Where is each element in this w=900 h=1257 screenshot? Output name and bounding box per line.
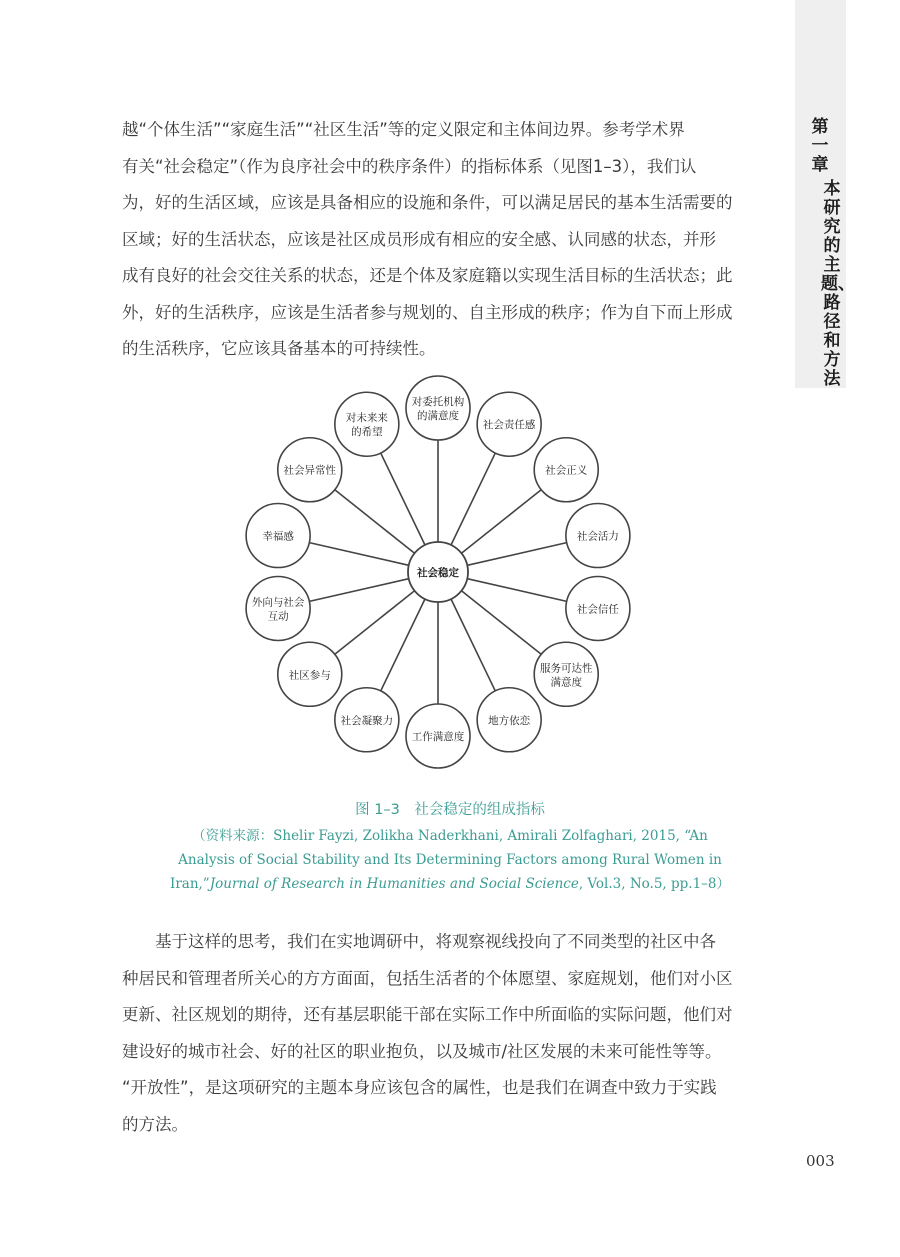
page-number: 003: [806, 1152, 835, 1170]
text-line: 越“个体生活”“家庭生活”“社区生活”等的定义限定和主体间边界。参考学术界: [122, 120, 685, 139]
source-text: , Vol.3, No.5, pp.1–8）: [578, 876, 730, 892]
connector-line: [467, 543, 566, 566]
text-line: 的方法。: [122, 1114, 188, 1134]
text-line: 的生活秩序，它应该具备基本的可持续性。: [122, 339, 436, 358]
center-label: 社会稳定: [417, 567, 459, 579]
indicator-node: [246, 504, 310, 568]
connector-line: [309, 543, 408, 566]
indicator-node: [335, 688, 399, 752]
text-line: 建设好的城市社会、好的社区的职业抱负，以及城市/社区发展的未来可能性等等。: [122, 1041, 722, 1061]
indicator-node: [246, 576, 310, 640]
node-label: 对委托机构: [411, 396, 465, 408]
node-label: 幸福感: [262, 530, 294, 543]
figure-source: [120, 824, 780, 896]
text-line: 种居民和管理者所关心的方方面面，包括生活者的个体愿望、家庭规划，他们对小区: [122, 968, 733, 988]
journal-title: Journal of Research in Humanities and Social Science: [209, 876, 579, 892]
source-line: Analysis of Social Stability and Its Determining Factors among Rural Women in: [178, 852, 722, 868]
node-label: 社会信任: [576, 603, 619, 616]
indicator-node: [278, 642, 342, 706]
source-line: [120, 872, 780, 896]
social-stability-diagram: [240, 366, 640, 786]
text-line: 成有良好的社会交往关系的状态，还是个体及家庭籍以实现生活目标的生活状态；此: [122, 266, 733, 285]
node-label: 社区参与: [288, 669, 331, 682]
connector-line: [467, 579, 566, 602]
node-label: 的希望: [351, 426, 383, 439]
indicator-node: [406, 704, 470, 768]
node-label: 对未来来: [345, 412, 388, 425]
node-label: 工作满意度: [411, 731, 465, 743]
text-line: 区域；好的生活状态，应该是社区成员形成有相应的安全感、认同感的状态，并形: [122, 229, 716, 249]
node-label: 满意度: [550, 676, 582, 689]
indicator-node: [406, 376, 470, 440]
node-label: 地方依恋: [488, 714, 531, 727]
text-line: 基于这样的思考，我们在实地调研中，将观察视线投向了不同类型的社区中各: [122, 932, 716, 951]
text-line: 外，好的生活秩序，应该是生活者参与规划的、自主形成的秩序；作为自下而上形成: [122, 302, 733, 322]
indicator-node: [335, 392, 399, 456]
indicator-node: [477, 688, 541, 752]
node-label: 社会责任感: [482, 419, 536, 432]
indicator-node: [566, 576, 630, 640]
indicator-node: [534, 642, 598, 706]
node-label: 社会活力: [576, 530, 619, 543]
node-label: 服务可达性: [539, 662, 593, 675]
chapter-number: 第一章: [811, 117, 829, 175]
indicator-node: [566, 504, 630, 568]
indicator-node: [278, 438, 342, 502]
source-line: （资料来源：Shelir Fayzi, Zolikha Naderkhani, Amirali Zolfaghari, 2015, “An: [192, 828, 708, 844]
text-line: 为，好的生活区域，应该是具备相应的设施和条件，可以满足居民的基本生活需要的: [122, 193, 733, 212]
indicator-node: [477, 392, 541, 456]
node-label: 社会凝聚力: [340, 714, 394, 727]
chapter-title: 本研究的主题、路径和方法: [821, 179, 855, 389]
source-text: Iran,”: [169, 876, 210, 892]
center-node: [408, 542, 468, 602]
connector-line: [309, 579, 408, 602]
body-paragraph-2: [122, 924, 762, 1143]
node-label: 社会正义: [545, 464, 588, 477]
text-line: “开放性”，是这项研究的主题本身应该包含的属性，也是我们在调查中致力于实践: [122, 1078, 717, 1097]
text-line: 有关“社会稳定”（作为良序社会中的秩序条件）的指标体系（见图1–3），我们认: [122, 156, 697, 176]
node-label: 社会异常性: [283, 464, 337, 477]
indicator-node: [534, 438, 598, 502]
figure-caption: 图 1–3 社会稳定的组成指标: [355, 802, 545, 818]
node-circle: [406, 376, 470, 440]
body-paragraph-1: [122, 112, 762, 368]
node-label: 互动: [267, 610, 289, 623]
node-label: 外向与社会: [251, 596, 305, 609]
text-line: 更新、社区规划的期待，还有基层职能干部在实际工作中所面临的实际问题，他们对: [122, 1005, 733, 1024]
node-label: 的满意度: [417, 410, 459, 422]
